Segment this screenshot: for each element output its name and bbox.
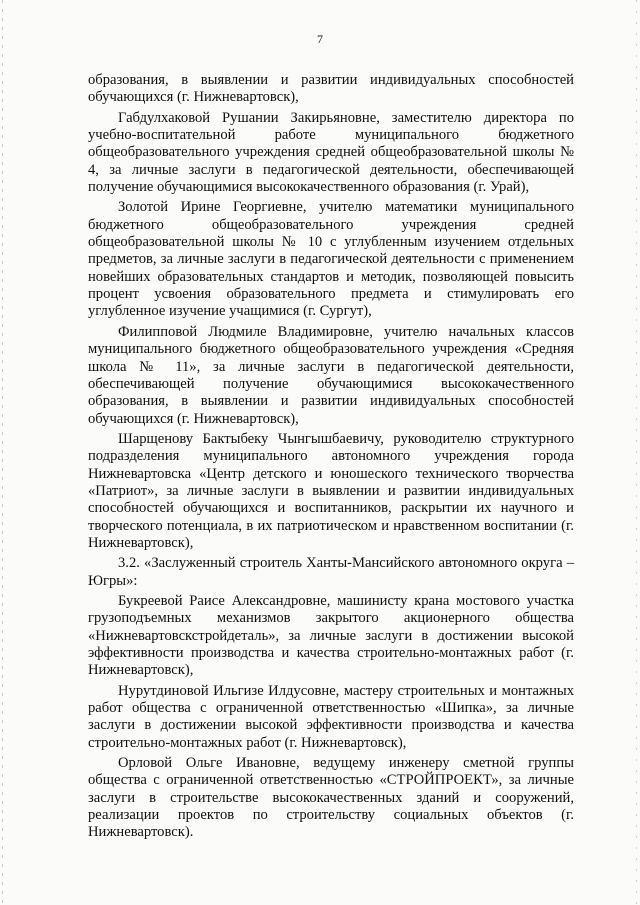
paragraph-orlova: Орловой Ольге Ивановне, ведущему инженеру сметной группы общества с ограниченной ответственностью «СТРОЙПРОЕКТ», за личные заслуги в строительстве высококачественных зданий и сооружений, реализации проектов по строительству социальных объектов (г. Нижневартовск). — [88, 755, 574, 841]
paragraph-bukreeva: Букреевой Раисе Александровне, машинисту крана мостового участка грузоподъемных механизмов закрытого акционерного общества «Нижневартовскстройдеталь», за личные заслуги в достижении высокой эффективности производства и качества строительно-монтажных работ (г. Нижневартовск), — [88, 592, 574, 679]
paragraph-continuation: образования, в выявлении и развитии индивидуальных способностей обучающихся (г. Нижневартовск), — [88, 72, 574, 106]
paragraph-nurutdinova: Нурутдиновой Ильгизе Илдусовне, мастеру строительных и монтажных работ общества с ограниченной ответственностью «Шипка», за личные заслуги в достижении высокой эффективности производства и качества строительно-монтажных работ (г. Нижневартовск), — [88, 682, 574, 751]
page-number: 7 — [317, 32, 323, 46]
paragraph-zolotaya: Золотой Ирине Георгиевне, учителю математики муниципального бюджетного общеобразовательного учреждения средней общеобразовательной школы № 10 с углубленным изучением отдельных предметов, за личные заслуги в педагогической деятельности с применением новейших образовательных стандартов и методик, позволяющей повысить процент усвоения образовательного предмета и стимулировать его углубленное изучение учащимися (г. Сургут), — [88, 199, 574, 320]
scan-edge-left — [2, 0, 3, 905]
paragraph-filippova: Филипповой Людмиле Владимировне, учителю начальных классов муниципального бюджетного общеобразовательного учреждения «Средняя школа № 11», за личные заслуги в педагогической деятельности, обеспечивающей получение обучающимися высококачественного образования, в выявлении и развитии индивидуальных способностей обучающихся (г. Нижневартовск), — [88, 323, 574, 427]
paragraph-sharshenov: Шарщенову Бактыбеку Чынгышбаевичу, руководителю структурного подразделения муниципального автономного учреждения города Нижневартовска «Центр детского и юношеского технического творчества «Патриот», за личные заслуги в выявлении и развитии индивидуальных способностей обучающихся и воспитанников, раскрытии их научного и творческого потенциала, в их патриотическом и нравственном воспитании (г. Нижневартовск), — [88, 430, 574, 551]
document-body — [88, 72, 574, 845]
scan-edge-right — [636, 0, 637, 905]
paragraph-gabdulkhakova: Габдулхаковой Рушании Закирьяновне, заместителю директора по учебно-воспитательной работе муниципального бюджетного общеобразовательного учреждения средней общеобразовательной школы № 4, за личные заслуги в педагогической деятельности, обеспечивающей получение обучающимися высококачественного образования (г. Урай), — [88, 109, 574, 196]
section-heading-3-2: 3.2. «Заслуженный строитель Ханты-Мансийского автономного округа – Югры»: — [88, 555, 574, 589]
